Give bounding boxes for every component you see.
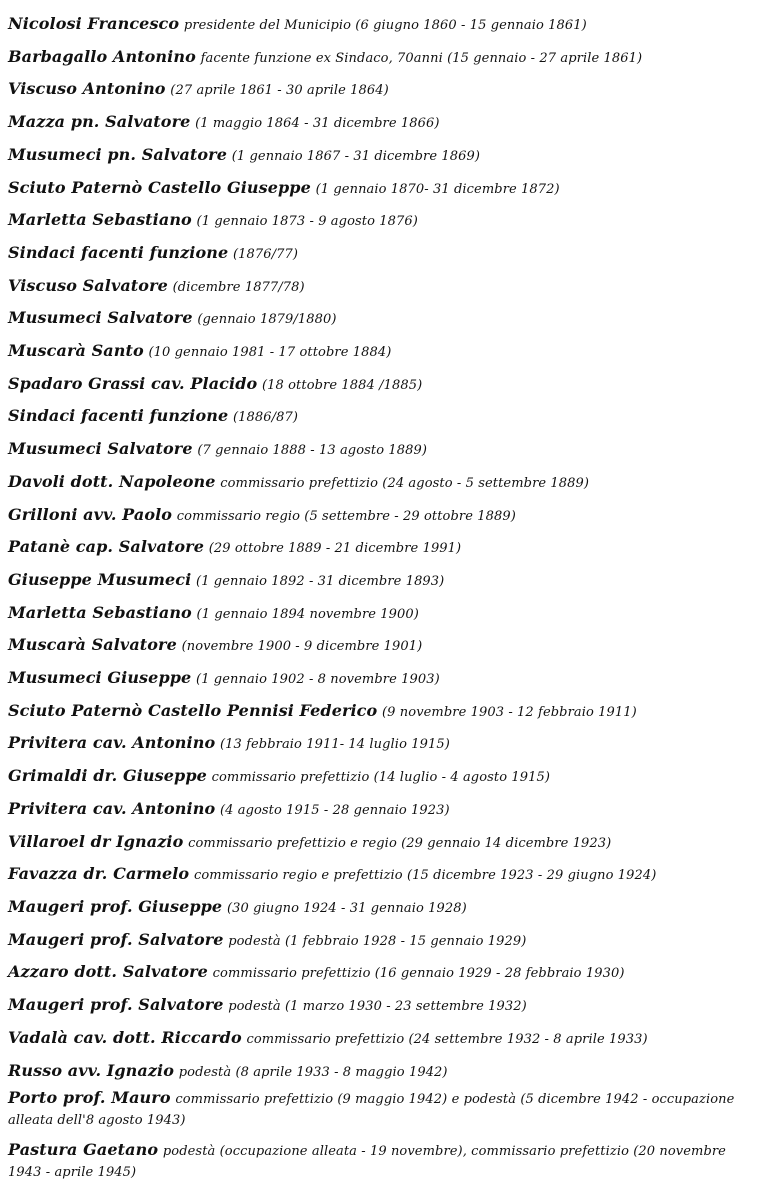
entry-detail: (1 gennaio 1870- 31 dicembre 1872)	[315, 181, 560, 197]
list-item	[8, 1023, 748, 1056]
entry-detail: (29 ottobre 1889 - 21 dicembre 1991)	[208, 541, 462, 557]
entry-name: Maugeri prof. Giuseppe	[8, 896, 223, 916]
list-item	[8, 630, 748, 663]
entry-name: Musumeci Salvatore	[8, 308, 193, 328]
entry-detail: (7 gennaio 1888 - 13 agosto 1889)	[197, 443, 428, 459]
entry-detail: (1 gennaio 1892 - 31 dicembre 1893)	[196, 573, 445, 589]
entry-name: Musumeci Giuseppe	[8, 668, 192, 688]
list-item	[8, 761, 748, 794]
entry-name: Privitera cav. Antonino	[8, 798, 216, 818]
entry-detail: (10 gennaio 1981 - 17 ottobre 1884)	[148, 345, 392, 361]
entry-name: Azzaro dott. Salvatore	[8, 962, 208, 982]
entry-detail: (1 gennaio 1894 novembre 1900)	[196, 606, 419, 622]
entry-detail: commissario regio (5 settembre - 29 ottobre 1889)	[176, 508, 516, 524]
list-item	[8, 107, 748, 140]
entry-name: Marletta Sebastiano	[8, 602, 192, 622]
list-item	[8, 434, 748, 467]
entry-name: Patanè cap. Salvatore	[8, 537, 204, 557]
list-item	[8, 140, 748, 173]
list-item	[8, 74, 748, 107]
entry-detail: (27 aprile 1861 - 30 aprile 1864)	[170, 83, 389, 99]
entry-detail: (1 gennaio 1867 - 31 dicembre 1869)	[231, 148, 481, 164]
entry-name: Marletta Sebastiano	[8, 210, 192, 230]
entry-detail: commissario prefettizio (14 luglio - 4 agosto 1915)	[211, 770, 551, 786]
entry-detail: (gennaio 1879/1880)	[197, 312, 337, 328]
entry-detail: commissario prefettizio (16 gennaio 1929 - 28 febbraio 1930)	[212, 966, 625, 982]
entry-detail: podestà (occupazione alleata - 19 novembre), commissario prefettizio (20 novembre 1943 - aprile 1945)	[8, 1144, 726, 1181]
entry-detail: commissario prefettizio e regio (29 gennaio 14 dicembre 1923)	[188, 835, 612, 851]
entry-name: Maugeri prof. Salvatore	[8, 929, 224, 949]
list-item	[8, 467, 748, 500]
entry-name: Barbagallo Antonino	[8, 46, 196, 66]
list-item	[8, 271, 748, 304]
entry-detail: commissario regio e prefettizio (15 dicembre 1923 - 29 giugno 1924)	[193, 868, 657, 884]
mayor-list	[8, 9, 748, 1192]
entry-name: Mazza pn. Salvatore	[8, 112, 191, 132]
entry-detail: (1 gennaio 1873 - 9 agosto 1876)	[196, 214, 418, 230]
list-item	[8, 598, 748, 631]
list-item	[8, 369, 748, 402]
entry-detail: commissario prefettizio (24 agosto - 5 settembre 1889)	[220, 475, 590, 491]
entry-detail: (1 gennaio 1902 - 8 novembre 1903)	[196, 672, 440, 688]
entry-name: Muscarà Salvatore	[8, 635, 177, 655]
list-item	[8, 794, 748, 827]
list-item	[8, 565, 748, 598]
entry-detail: (dicembre 1877/78)	[172, 279, 305, 295]
entry-detail: (novembre 1900 - 9 dicembre 1901)	[181, 639, 423, 655]
entry-detail: (18 ottobre 1884 /1885)	[261, 377, 423, 393]
entry-name: Russo avv. Ignazio	[8, 1060, 174, 1080]
list-item	[8, 859, 748, 892]
entry-name: Maugeri prof. Salvatore	[8, 995, 224, 1015]
list-item	[8, 663, 748, 696]
entry-name: Spadaro Grassi cav. Placido	[8, 373, 258, 393]
entry-detail: (4 agosto 1915 - 28 gennaio 1923)	[219, 802, 450, 818]
list-item	[8, 925, 748, 958]
entry-name: Davoli dott. Napoleone	[8, 471, 216, 491]
entry-name: Muscarà Santo	[8, 341, 144, 361]
entry-detail: podestà (8 aprile 1933 - 8 maggio 1942)	[178, 1064, 448, 1080]
list-item	[8, 303, 748, 336]
entry-name: Viscuso Salvatore	[8, 275, 168, 295]
list-item	[8, 827, 748, 860]
entry-detail: (9 novembre 1903 - 12 febbraio 1911)	[382, 704, 637, 720]
list-item	[8, 696, 748, 729]
entry-detail: commissario prefettizio (9 maggio 1942) e podestà (5 dicembre 1942 - occupazione alleata dell'8 agosto 1943)	[8, 1092, 735, 1129]
entry-detail: podestà (1 febbraio 1928 - 15 gennaio 1929)	[228, 933, 527, 949]
entry-name: Sciuto Paternò Castello Giuseppe	[8, 177, 311, 197]
entry-detail: (1876/77)	[232, 246, 299, 262]
entry-name: Privitera cav. Antonino	[8, 733, 216, 753]
entry-name: Grilloni avv. Paolo	[8, 504, 173, 524]
entry-name: Vadalà cav. dott. Riccardo	[8, 1027, 242, 1047]
list-item	[8, 728, 748, 761]
entry-name: Porto prof. Mauro	[8, 1088, 171, 1108]
list-item	[8, 238, 748, 271]
entry-detail: presidente del Municipio (6 giugno 1860 - 15 gennaio 1861)	[183, 18, 587, 33]
entry-name: Villaroel dr Ignazio	[8, 831, 184, 851]
list-item	[8, 532, 748, 565]
list-item	[8, 1056, 748, 1089]
entry-name: Giuseppe Musumeci	[8, 569, 192, 589]
list-item	[8, 1140, 748, 1183]
entry-name: Viscuso Antonino	[8, 79, 166, 99]
list-item	[8, 957, 748, 990]
entry-name: Sindaci facenti funzione	[8, 406, 229, 426]
entry-detail: (1886/87)	[232, 410, 299, 426]
entry-name: Sindaci facenti funzione	[8, 242, 229, 262]
list-item	[8, 990, 748, 1023]
list-item	[8, 336, 748, 369]
entry-name: Musumeci pn. Salvatore	[8, 144, 227, 164]
list-item	[8, 9, 748, 42]
list-item	[8, 401, 748, 434]
entry-detail: (30 giugno 1924 - 31 gennaio 1928)	[226, 900, 467, 916]
entry-detail: (1 maggio 1864 - 31 dicembre 1866)	[195, 116, 440, 132]
entry-name: Musumeci Salvatore	[8, 439, 193, 459]
entry-name: Sciuto Paternò Castello Pennisi Federico	[8, 700, 378, 720]
entry-detail: (13 febbraio 1911- 14 luglio 1915)	[219, 737, 450, 753]
entry-detail: commissario prefettizio (24 settembre 1932 - 8 aprile 1933)	[246, 1031, 648, 1047]
entry-name: Favazza dr. Carmelo	[8, 864, 190, 884]
list-item	[8, 173, 748, 206]
list-item	[8, 205, 748, 238]
list-item	[8, 42, 748, 75]
entry-name: Nicolosi Francesco	[8, 14, 180, 33]
entry-detail: facente funzione ex Sindaco, 70anni (15 gennaio - 27 aprile 1861)	[200, 50, 643, 66]
list-item	[8, 1088, 748, 1131]
entry-detail: podestà (1 marzo 1930 - 23 settembre 1932)	[228, 999, 527, 1015]
list-item	[8, 892, 748, 925]
entry-name: Grimaldi dr. Giuseppe	[8, 766, 207, 786]
entry-name: Pastura Gaetano	[8, 1140, 159, 1160]
list-item	[8, 500, 748, 533]
